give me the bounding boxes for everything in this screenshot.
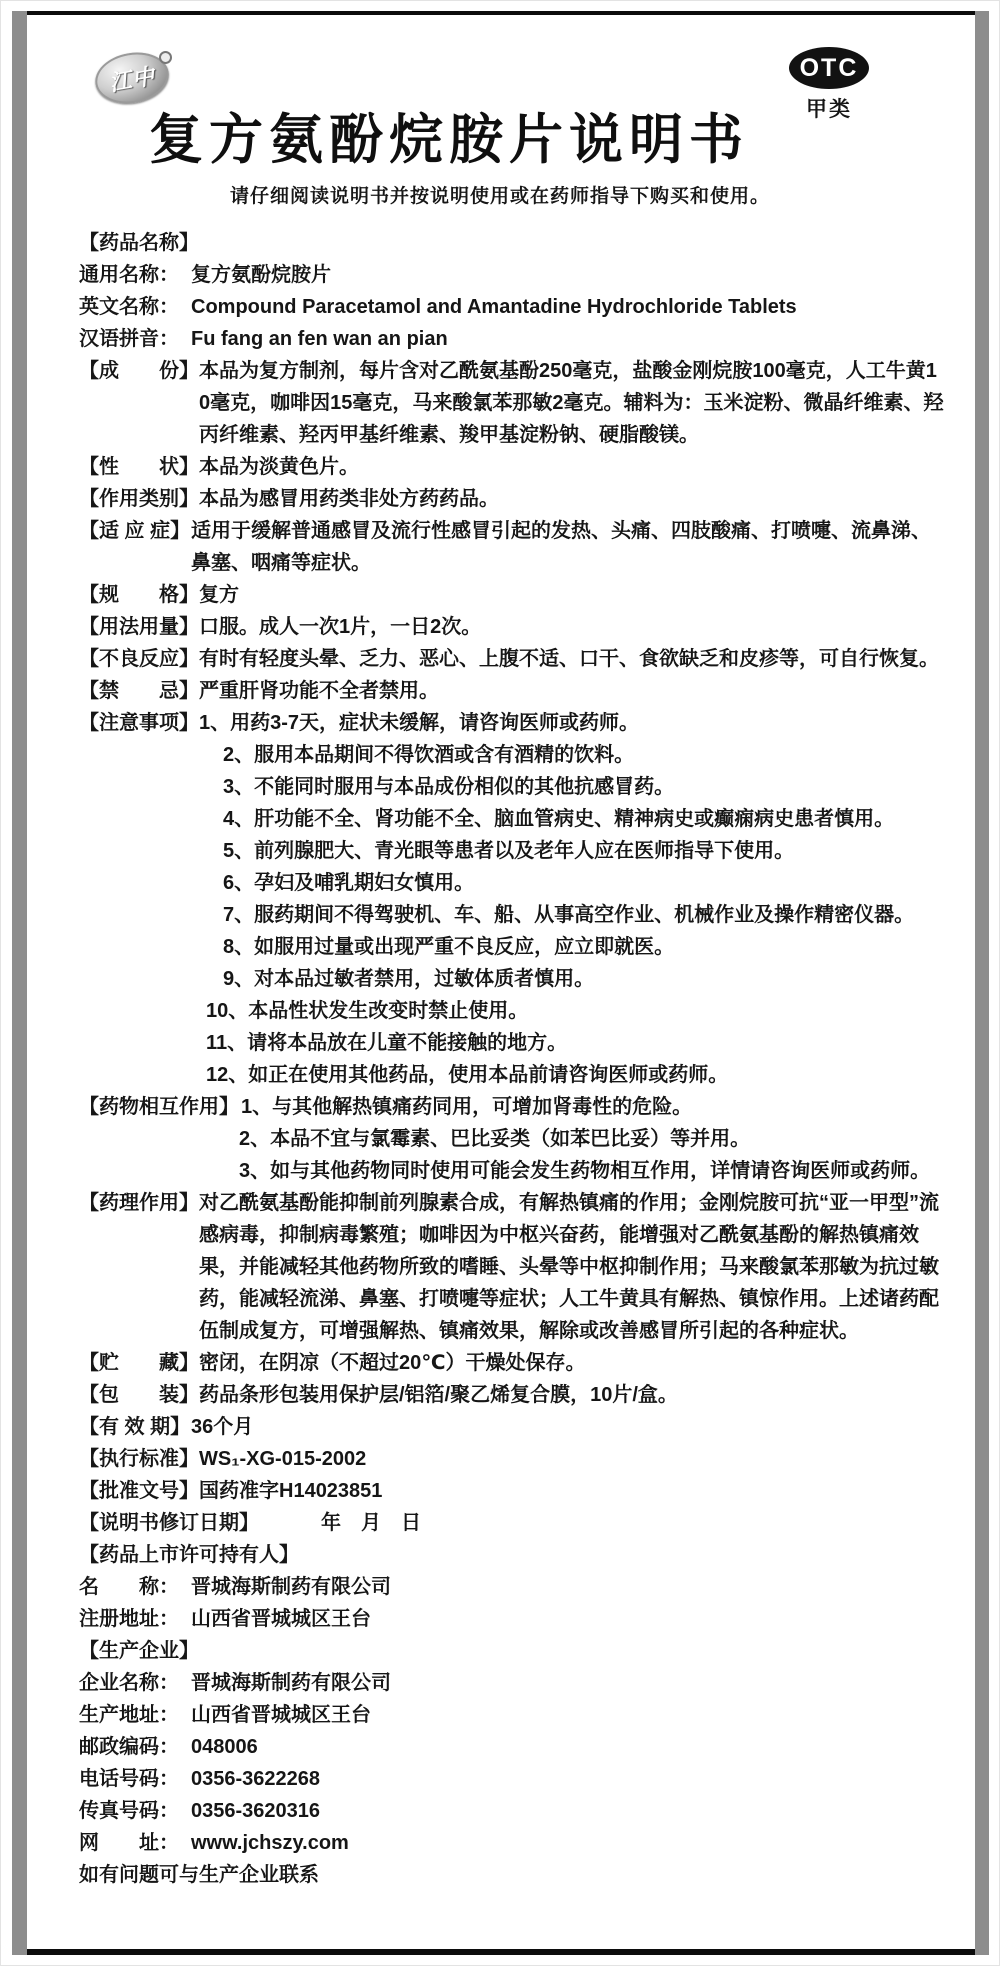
field-row: [79, 1795, 947, 1827]
line-text: 晋城海斯制药有限公司: [191, 1576, 391, 1598]
section-row: [79, 1411, 947, 1443]
line-label: 【批准文号】: [79, 1480, 199, 1502]
left-border-bar: [12, 11, 27, 1955]
line-label: 【药品名称】: [79, 232, 199, 254]
line-text: 晋城海斯制药有限公司: [191, 1672, 391, 1694]
line-text: 36个月: [191, 1416, 254, 1438]
line-label: 【生产企业】: [79, 1640, 199, 1662]
line-text: 9、对本品过敏者禁用，过敏体质者慎用。: [223, 968, 595, 990]
text-row: [79, 1059, 947, 1091]
line-text: 8、如服用过量或出现严重不良反应，应立即就医。: [223, 936, 675, 958]
section-row: [79, 1539, 947, 1571]
line-label: 【用法用量】: [79, 616, 199, 638]
text-row: [79, 1859, 947, 1891]
line-text: 6、孕妇及哺乳期妇女慎用。: [223, 872, 475, 894]
field-row: [79, 259, 947, 291]
footer-note: 如有问题可与生产企业联系: [79, 1864, 319, 1886]
line-text: 本品为感冒用药类非处方药药品。: [199, 488, 499, 510]
text-row: [79, 867, 947, 899]
line-text: 1、与其他解热镇痛药同用，可增加肾毒性的危险。: [241, 1096, 693, 1118]
registered-mark-icon: [159, 51, 172, 64]
section-row: [79, 1379, 947, 1411]
line-label: 【性 状】: [79, 456, 199, 478]
line-text: 2、服用本品期间不得饮酒或含有酒精的饮料。: [223, 744, 635, 766]
line-text: 山西省晋城城区王台: [191, 1704, 371, 1726]
section-row: [79, 483, 947, 515]
section-row: [79, 1507, 947, 1539]
logo-text: 江中: [107, 62, 157, 96]
line-label: 【贮 藏】: [79, 1352, 199, 1374]
line-text: 7、服药期间不得驾驶机、车、船、从事高空作业、机械作业及操作精密仪器。: [223, 904, 915, 926]
document-body: [79, 227, 947, 1891]
text-row: [79, 1027, 947, 1059]
field-row: [79, 1763, 947, 1795]
line-label: 【执行标准】: [79, 1448, 199, 1470]
section-row: [79, 579, 947, 611]
top-border-line: [27, 11, 975, 15]
bottom-border-line: [27, 1949, 975, 1955]
line-text: Fu fang an fen wan an pian: [191, 328, 448, 350]
line-text: 药品条形包装用保护层/铝箔/聚乙烯复合膜，10片/盒。: [199, 1384, 678, 1406]
line-text: 1、用药3-7天，症状未缓解，请咨询医师或药师。: [199, 712, 640, 734]
section-row: [79, 227, 947, 259]
line-text: 年 月 日: [261, 1512, 421, 1534]
line-label: 【适 应 症】: [79, 520, 191, 542]
line-text: 4、肝功能不全、肾功能不全、脑血管病史、精神病史或癫痫病史患者慎用。: [223, 808, 895, 830]
line-text: WS₁-XG-015-2002: [199, 1448, 367, 1470]
line-label: 【不良反应】: [79, 648, 199, 670]
otc-badge-icon: [789, 47, 869, 89]
line-text: 对乙酰氨基酚能抑制前列腺素合成，有解热镇痛的作用；金刚烷胺可抗“亚一甲型”流感病毒，抑制病毒繁殖；咖啡因为中枢兴奋药，能增强对乙酰氨基酚的解热镇痛效果，并能减轻其他药物所致的嗜睡、头晕等中枢抑制作用；马来酸氯苯那敏为抗过敏药，能减轻流涕、鼻塞、打喷嚏等症状；人工牛黄具有解热、镇惊作用。上述诸药配伍制成复方，可增强解热、镇痛效果，解除或改善感冒所引起的各种症状。: [199, 1192, 939, 1342]
line-text: 国药准字H14023851: [199, 1480, 383, 1502]
line-label: 通用名称：: [79, 264, 179, 286]
field-row: [79, 1667, 947, 1699]
line-text: 2、本品不宜与氯霉素、巴比妥类（如苯巴比妥）等并用。: [239, 1128, 751, 1150]
line-label: 【药物相互作用】: [79, 1096, 239, 1118]
section-row: [79, 643, 947, 675]
line-text: 口服。成人一次1片，一日2次。: [199, 616, 482, 638]
line-label: 【包 装】: [79, 1384, 199, 1406]
text-row: [79, 739, 947, 771]
text-row: [79, 931, 947, 963]
right-border-bar: [975, 11, 989, 1955]
field-row: [79, 1699, 947, 1731]
line-text: 3、不能同时服用与本品成份相似的其他抗感冒药。: [223, 776, 675, 798]
field-row: [79, 1731, 947, 1763]
section-row: [79, 1475, 947, 1507]
line-text: 本品为复方制剂，每片含对乙酰氨基酚250毫克，盐酸金刚烷胺100毫克，人工牛黄10毫克，咖啡因15毫克，马来酸氯苯那敏2毫克。辅料为：玉米淀粉、微晶纤维素、羟丙纤维素、羟丙甲基纤维素、羧甲基淀粉钠、硬脂酸镁。: [199, 360, 944, 446]
line-text: 0356-3620316: [191, 1800, 321, 1822]
line-text: 山西省晋城城区王台: [191, 1608, 371, 1630]
section-row: [79, 707, 947, 739]
section-row: [79, 1347, 947, 1379]
section-row: [79, 675, 947, 707]
line-text: 适用于缓解普通感冒及流行性感冒引起的发热、头痛、四肢酸痛、打喷嚏、流鼻涕、鼻塞、咽痛等症状。: [191, 520, 931, 574]
section-row: [79, 1091, 947, 1123]
line-label: 【药品上市许可持有人】: [79, 1544, 299, 1566]
line-text: www.jchszy.com: [191, 1832, 349, 1854]
text-row: [79, 995, 947, 1027]
field-row: [79, 291, 947, 323]
section-row: [79, 1187, 947, 1347]
field-row: [79, 1827, 947, 1859]
line-label: 【药理作用】: [79, 1192, 199, 1214]
line-label: 汉语拼音：: [79, 328, 179, 350]
text-row: [79, 1155, 947, 1187]
text-row: [79, 1123, 947, 1155]
text-row: [79, 803, 947, 835]
section-row: [79, 355, 947, 451]
line-text: 11、请将本品放在儿童不能接触的地方。: [206, 1032, 568, 1054]
line-text: 复方氨酚烷胺片: [191, 264, 331, 286]
line-text: 10、本品性状发生改变时禁止使用。: [206, 1000, 529, 1022]
line-text: 3、如与其他药物同时使用可能会发生药物相互作用，详情请咨询医师或药师。: [239, 1160, 931, 1182]
line-label: 邮政编码：: [79, 1736, 179, 1758]
line-text: 有时有轻度头晕、乏力、恶心、上腹不适、口干、食欲缺乏和皮疹等，可自行恢复。: [199, 648, 939, 670]
line-label: 注册地址：: [79, 1608, 179, 1630]
otc-class-label: 甲类: [806, 98, 852, 121]
otc-badge-text: OTC: [799, 53, 859, 82]
section-row: [79, 1635, 947, 1667]
line-text: 12、如正在使用其他药品，使用本品前请咨询医师或药师。: [206, 1064, 729, 1086]
text-row: [79, 835, 947, 867]
line-label: 名 称：: [79, 1576, 179, 1598]
line-label: 【成 份】: [79, 360, 199, 382]
line-text: 本品为淡黄色片。: [199, 456, 359, 478]
usage-notice: 请仔细阅读说明书并按说明使用或在药师指导下购买和使用。: [229, 186, 770, 207]
line-label: 【禁 忌】: [79, 680, 199, 702]
line-label: 【有 效 期】: [79, 1416, 191, 1438]
line-text: 复方: [199, 584, 239, 606]
section-row: [79, 515, 947, 579]
line-label: 电话号码：: [79, 1768, 179, 1790]
line-label: 生产地址：: [79, 1704, 179, 1726]
line-label: 传真号码：: [79, 1800, 179, 1822]
line-label: 【说明书修订日期】: [79, 1512, 259, 1534]
line-label: 英文名称：: [79, 296, 179, 318]
page-title: 复方氨酚烷胺片说明书: [149, 110, 749, 170]
line-text: 严重肝肾功能不全者禁用。: [199, 680, 439, 702]
line-text: Compound Paracetamol and Amantadine Hydrochloride Tablets: [191, 296, 797, 318]
section-row: [79, 611, 947, 643]
text-row: [79, 771, 947, 803]
line-label: 网 址：: [79, 1832, 179, 1854]
section-row: [79, 451, 947, 483]
line-label: 【作用类别】: [79, 488, 199, 510]
line-label: 【规 格】: [79, 584, 199, 606]
line-text: 0356-3622268: [191, 1768, 321, 1790]
text-row: [79, 899, 947, 931]
section-row: [79, 1443, 947, 1475]
line-text: 5、前列腺肥大、青光眼等患者以及老年人应在医师指导下使用。: [223, 840, 795, 862]
line-label: 【注意事项】: [79, 712, 199, 734]
line-label: 企业名称：: [79, 1672, 179, 1694]
text-row: [79, 963, 947, 995]
line-text: 密闭，在阴凉（不超过20℃）干燥处保存。: [199, 1352, 586, 1374]
field-row: [79, 1571, 947, 1603]
field-row: [79, 323, 947, 355]
field-row: [79, 1603, 947, 1635]
line-text: 048006: [191, 1736, 258, 1758]
